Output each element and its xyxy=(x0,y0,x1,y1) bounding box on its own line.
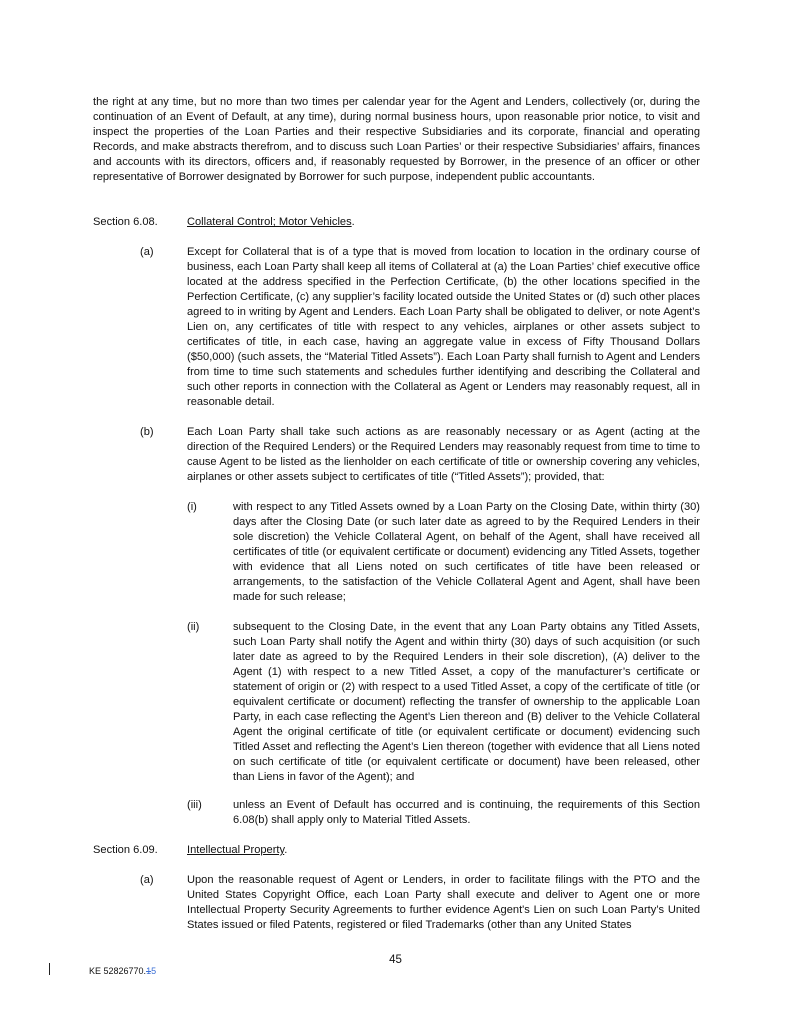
subclause-i-text: with respect to any Titled Assets owned by a Loan Party on the Closing Date, within thirty (30) days after the Closing Date (or such later date as agreed to by the Required Lenders in their sole discretion) the Vehicle Collateral Agent, on behalf of the Agent, shall have received all certificates of title (or equivalent certificate or document) evidencing any Titled Assets, together with evidence that all Liens noted on such certificates of title have been released or arrangements, to the satisfaction of the Vehicle Collateral Agent and Agent, shall have been made for such release; xyxy=(233,501,700,603)
change-bar xyxy=(49,963,50,975)
clause-b-text: Each Loan Party shall take such actions as are reasonably necessary or as Agent (acting at the direction of the Required Lenders) or the Required Lenders may reasonably request from time to time to cause Agent to be listed as the lienholder on each certificate of title or ownership covering any vehicles, airplanes or other assets subject to certificates of title (“Titled Assets”); provided, that: xyxy=(187,426,700,483)
section-6-09-clause-a-label: (a) xyxy=(140,874,154,886)
subclause-iii-text: unless an Event of Default has occurred and is continuing, the requirements of this Section 6.08(b) shall apply only to Material Titled Assets. xyxy=(233,799,700,826)
subclause-ii-label: (ii) xyxy=(187,621,200,633)
document-id-base: KE 52826770. xyxy=(89,966,147,976)
clause-a-text: Except for Collateral that is of a type that is moved from location to location in the ordinary course of business, each Loan Party shall keep all items of Collateral at (a) the Loan Parties’ chief executive office located at the address specified in the Perfection Certificate, (b) the other locations specified in the Perfection Certificate, (c) any supplier’s facility located outside the United States or (d) such other places agreed to in writing by Agent and Lenders. Each Loan Party shall be obligated to deliver, or note Agent’s Lien on, any certificates of title with respect to any vehicles, airplanes or other assets subject to certificates of title, in each case, having an aggregate value in excess of Fifty Thousand Dollars ($50,000) (such assets, the “Material Titled Assets”). Each Loan Party shall furnish to Agent and Lenders from time to time such statements and schedules further identifying and describing the Collateral and such other reports in connection with the Collateral as Agent or Lenders may reasonably request, all in reasonable detail. xyxy=(187,246,700,408)
page-number: 45 xyxy=(389,954,402,966)
section-6-09-title-period: . xyxy=(284,844,288,856)
subclause-ii-text: subsequent to the Closing Date, in the event that any Loan Party obtains any Titled Assets, such Loan Party shall notify the Agent and within thirty (30) days of such acquisition (or such later date as agreed to by the Required Lenders in their sole discretion), (A) deliver to the Agent (1) with respect to a new Titled Asset, a copy of the manufacturer’s certificate or statement of origin or (2) with respect to a used Titled Asset, a copy of the certificate of title (or equivalent certificate or document) reflecting the transfer of ownership to the applicable Loan Party, in each case reflecting the Agent’s Lien thereon and (B) deliver to the Vehicle Collateral Agent the original certificate of title (or equivalent certificate or document) evidencing such Titled Asset and reflecting the Agent’s Lien thereon (together with evidence that all Liens noted on such certificate of title (or equivalent certificate or document) have been released, other than Liens in favor of the Agent); and xyxy=(233,621,700,783)
section-6-09-title: Intellectual Property xyxy=(187,844,285,856)
document-id xyxy=(89,966,156,976)
section-6-08-heading xyxy=(187,215,355,230)
section-6-09-clause-a-text: Upon the reasonable request of Agent or Lenders, in order to facilitate filings with the PTO and the United States Copyright Office, each Loan Party shall execute and deliver to Agent one or more Intellectual Property Security Agreements to further evidence Agent's Lien on such Loan Party’s United States issued or filed Patents, registered or filed Trademarks (other than any United States xyxy=(187,874,700,931)
section-6-09-heading xyxy=(187,843,287,858)
section-6-08-title: Collateral Control; Motor Vehicles xyxy=(187,216,352,228)
subclause-iii-label: (iii) xyxy=(187,799,202,811)
document-id-rev-deleted: 1 xyxy=(146,966,152,976)
document-id-rev-inserted: 5 xyxy=(151,966,157,976)
section-6-08-number: Section 6.08. xyxy=(93,216,158,228)
intro-paragraph: the right at any time, but no more than two times per calendar year for the Agent and Lenders, collectively (or, during the continuation of an Event of Default, at any time), during normal business hours, upon reasonable prior notice, to visit and inspect the properties of the Loan Parties and their respective Subsidiaries and its corporate, financial and operating Records, and make abstracts therefrom, and to discuss such Loan Parties’ or their respective Subsidiaries’ affairs, finances and accounts with its directors, officers and, if reasonably requested by Borrower, in the presence of an officer or other representative of Borrower designated by Borrower for such purpose, independent public accountants. xyxy=(93,96,700,183)
clause-a-label: (a) xyxy=(140,246,154,258)
section-6-09-number: Section 6.09. xyxy=(93,844,158,856)
section-6-08-title-period: . xyxy=(351,216,355,228)
subclause-i-label: (i) xyxy=(187,501,197,513)
clause-b-label: (b) xyxy=(140,426,154,438)
